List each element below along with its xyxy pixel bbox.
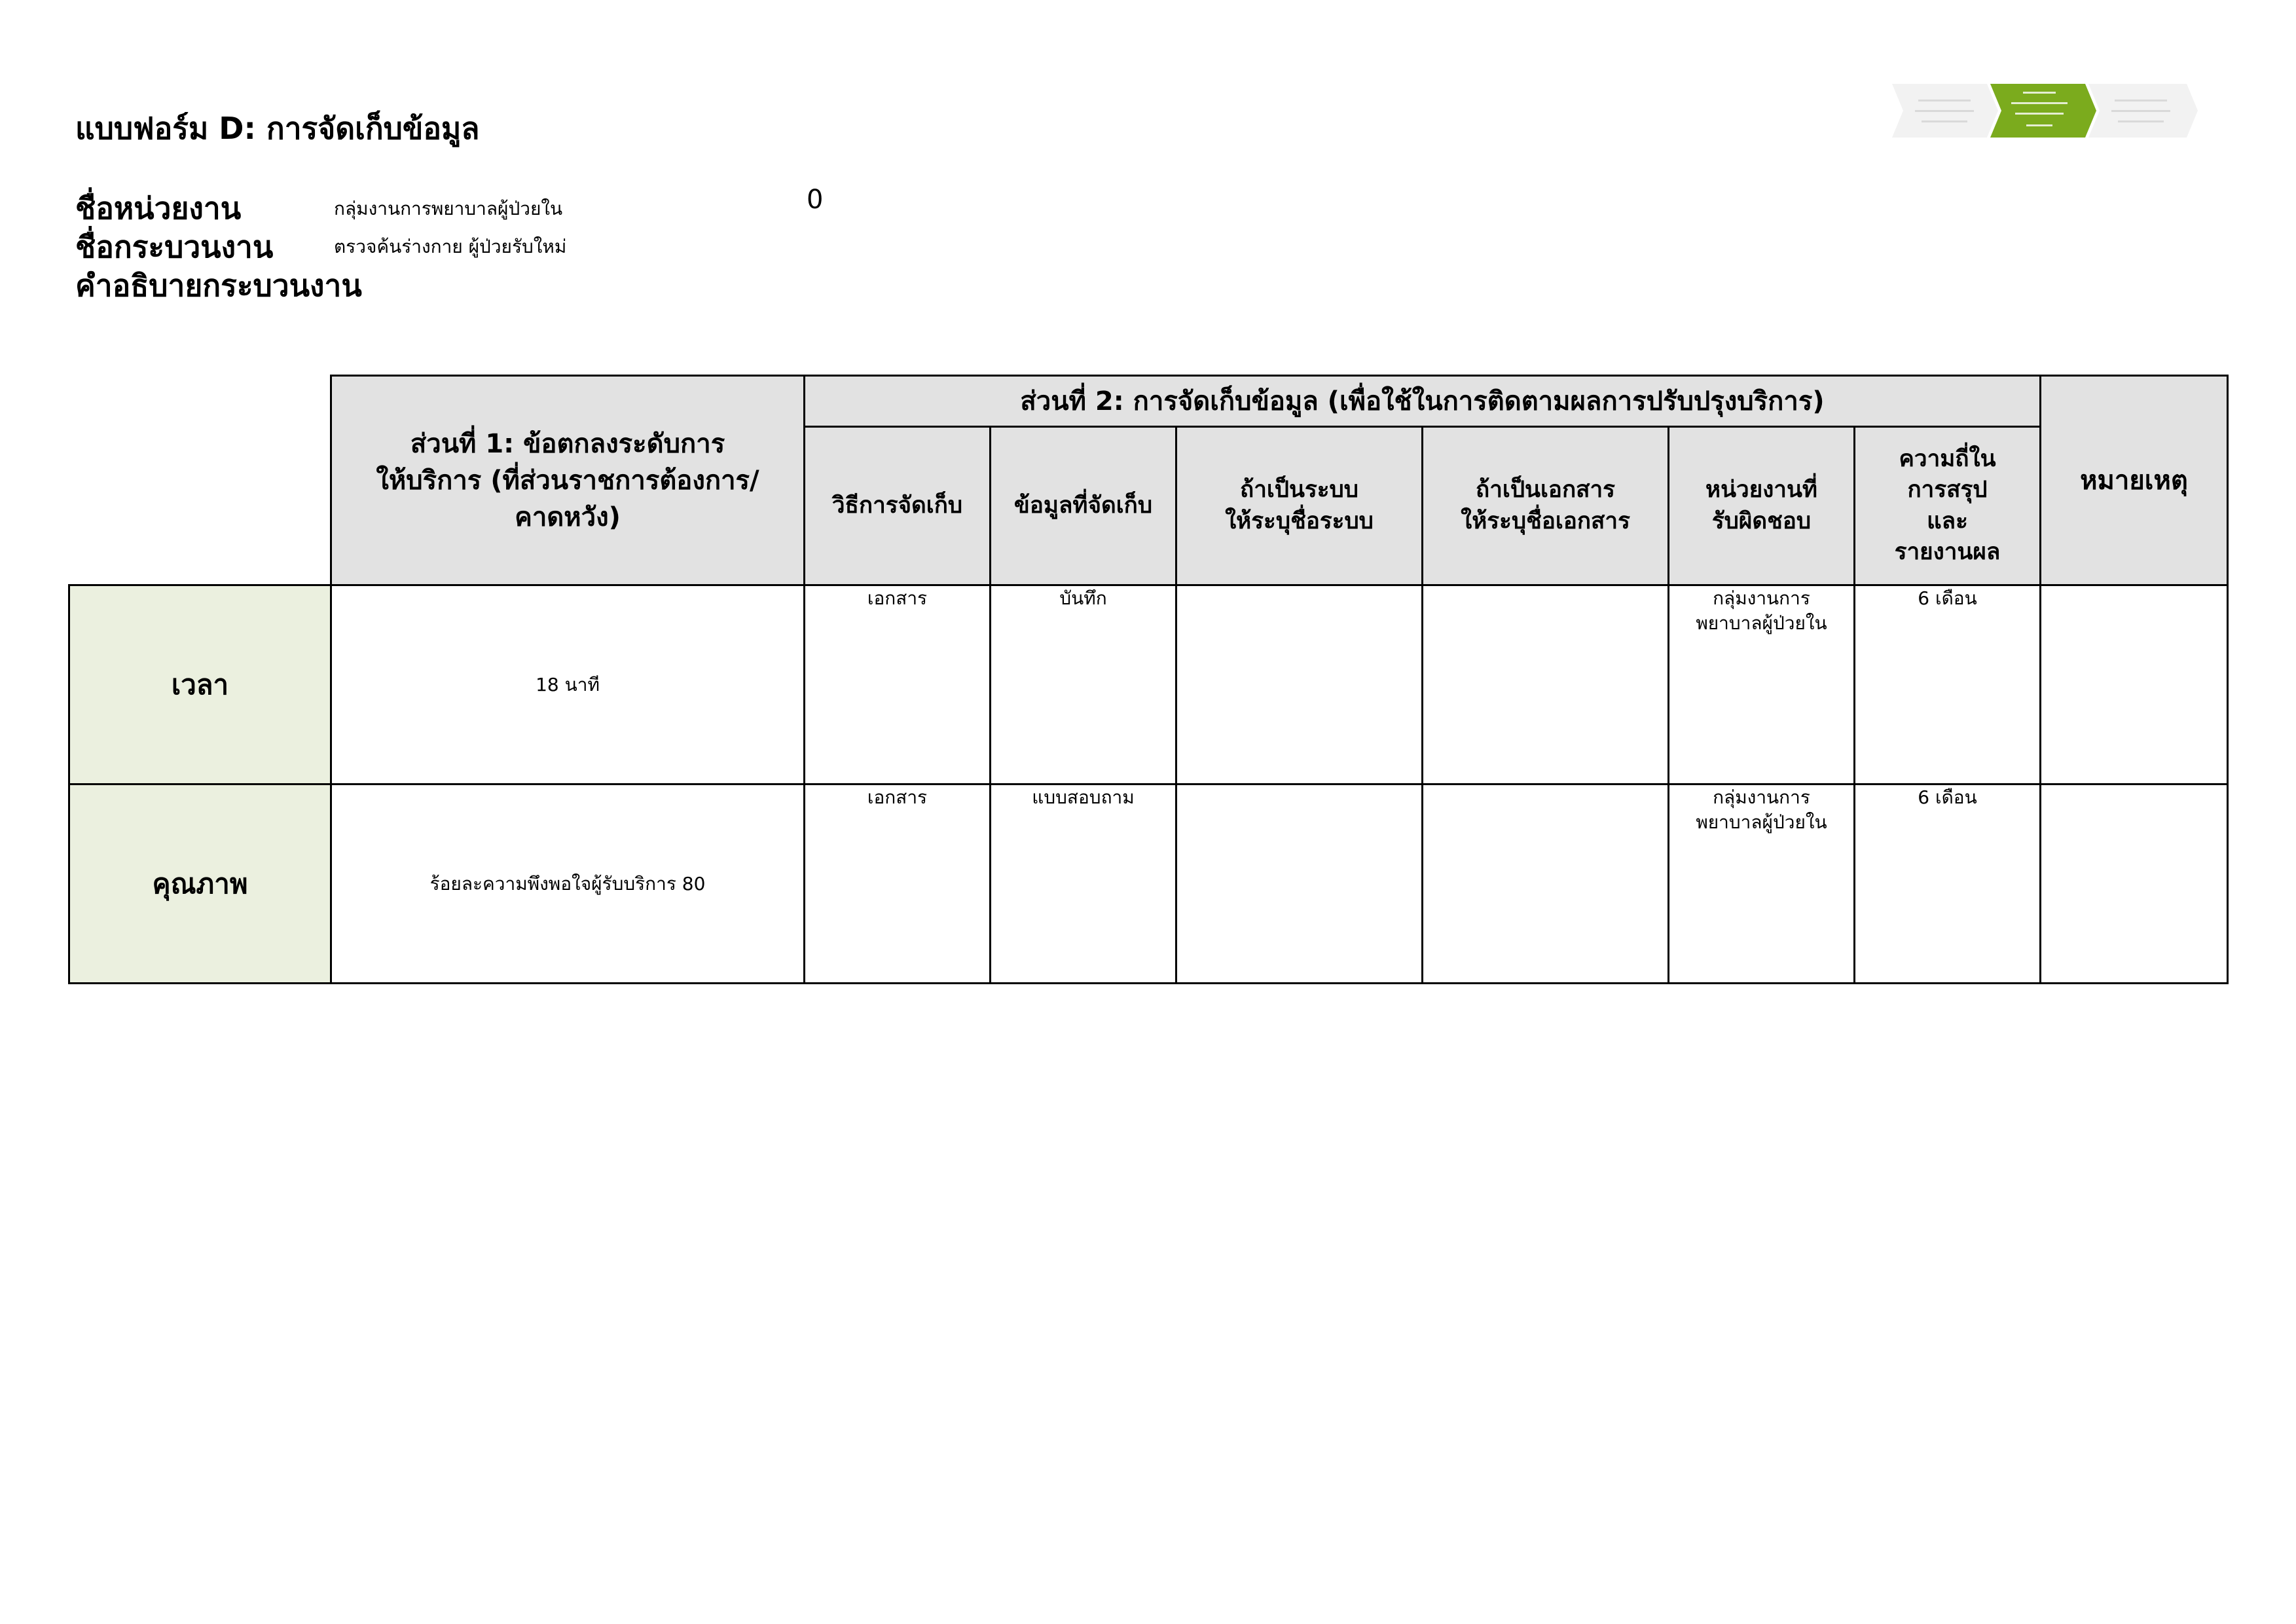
table-row	[69, 784, 2228, 984]
process-stepper	[1892, 84, 2200, 138]
subheader-responsible-unit: หน่วยงานที่ รับผิดชอบ	[1669, 427, 1855, 585]
row-label-quality: คุณภาพ	[69, 784, 331, 984]
subheader-document-name: ถ้าเป็นเอกสาร ให้ระบุชื่อเอกสาร	[1423, 427, 1669, 585]
row-label-time: เวลา	[69, 585, 331, 784]
subheader-system-name: ถ้าเป็นระบบ ให้ระบุชื่อระบบ	[1176, 427, 1423, 585]
row-agreement: 18 นาที	[331, 585, 805, 784]
row-remarks	[2041, 784, 2228, 984]
row-data: บันทึก	[991, 585, 1176, 784]
row-remarks	[2041, 585, 2228, 784]
row-responsible: กลุ่มงานการ พยาบาลผู้ป่วยใน	[1669, 585, 1855, 784]
unit-extra-value: 0	[807, 185, 824, 215]
remarks-header: หมายเหตุ	[2041, 376, 2228, 585]
row-responsible: กลุ่มงานการ พยาบาลผู้ป่วยใน	[1669, 784, 1855, 984]
row-frequency: 6 เดือน	[1855, 585, 2041, 784]
subheader-collection-method: วิธีการจัดเก็บ	[805, 427, 991, 585]
row-system	[1176, 585, 1423, 784]
row-method: เอกสาร	[805, 784, 991, 984]
part1-header: ส่วนที่ 1: ข้อตกลงระดับการ ให้บริการ (ที่ส่วนราชการต้องการ/ คาดหวัง)	[331, 376, 805, 585]
process-value: ตรวจค้นร่างกาย ผู้ป่วยรับใหม่	[334, 236, 567, 257]
table-row	[69, 585, 2228, 784]
unit-value: กลุ่มงานการพยาบาลผู้ป่วยใน	[334, 198, 563, 219]
row-frequency: 6 เดือน	[1855, 784, 2041, 984]
subheader-data-collected: ข้อมูลที่จัดเก็บ	[991, 427, 1176, 585]
unit-label: ชื่อหน่วยงาน	[75, 191, 242, 226]
row-system	[1176, 784, 1423, 984]
data-collection-table	[68, 375, 2229, 984]
row-data: แบบสอบถาม	[991, 784, 1176, 984]
process-description-label: คำอธิบายกระบวนงาน	[75, 268, 362, 303]
form-title: แบบฟอร์ม D: การจัดเก็บข้อมูล	[75, 111, 480, 146]
subheader-report-frequency: ความถี่ใน การสรุป และ รายงานผล	[1855, 427, 2041, 585]
table-corner-blank	[69, 376, 331, 585]
row-document	[1423, 784, 1669, 984]
row-method: เอกสาร	[805, 585, 991, 784]
row-document	[1423, 585, 1669, 784]
part2-header: ส่วนที่ 2: การจัดเก็บข้อมูล (เพื่อใช้ในการติดตามผลการปรับปรุงบริการ)	[805, 376, 2041, 427]
process-label: ชื่อกระบวนงาน	[75, 229, 274, 265]
row-agreement: ร้อยละความพึงพอใจผู้รับบริการ 80	[331, 784, 805, 984]
